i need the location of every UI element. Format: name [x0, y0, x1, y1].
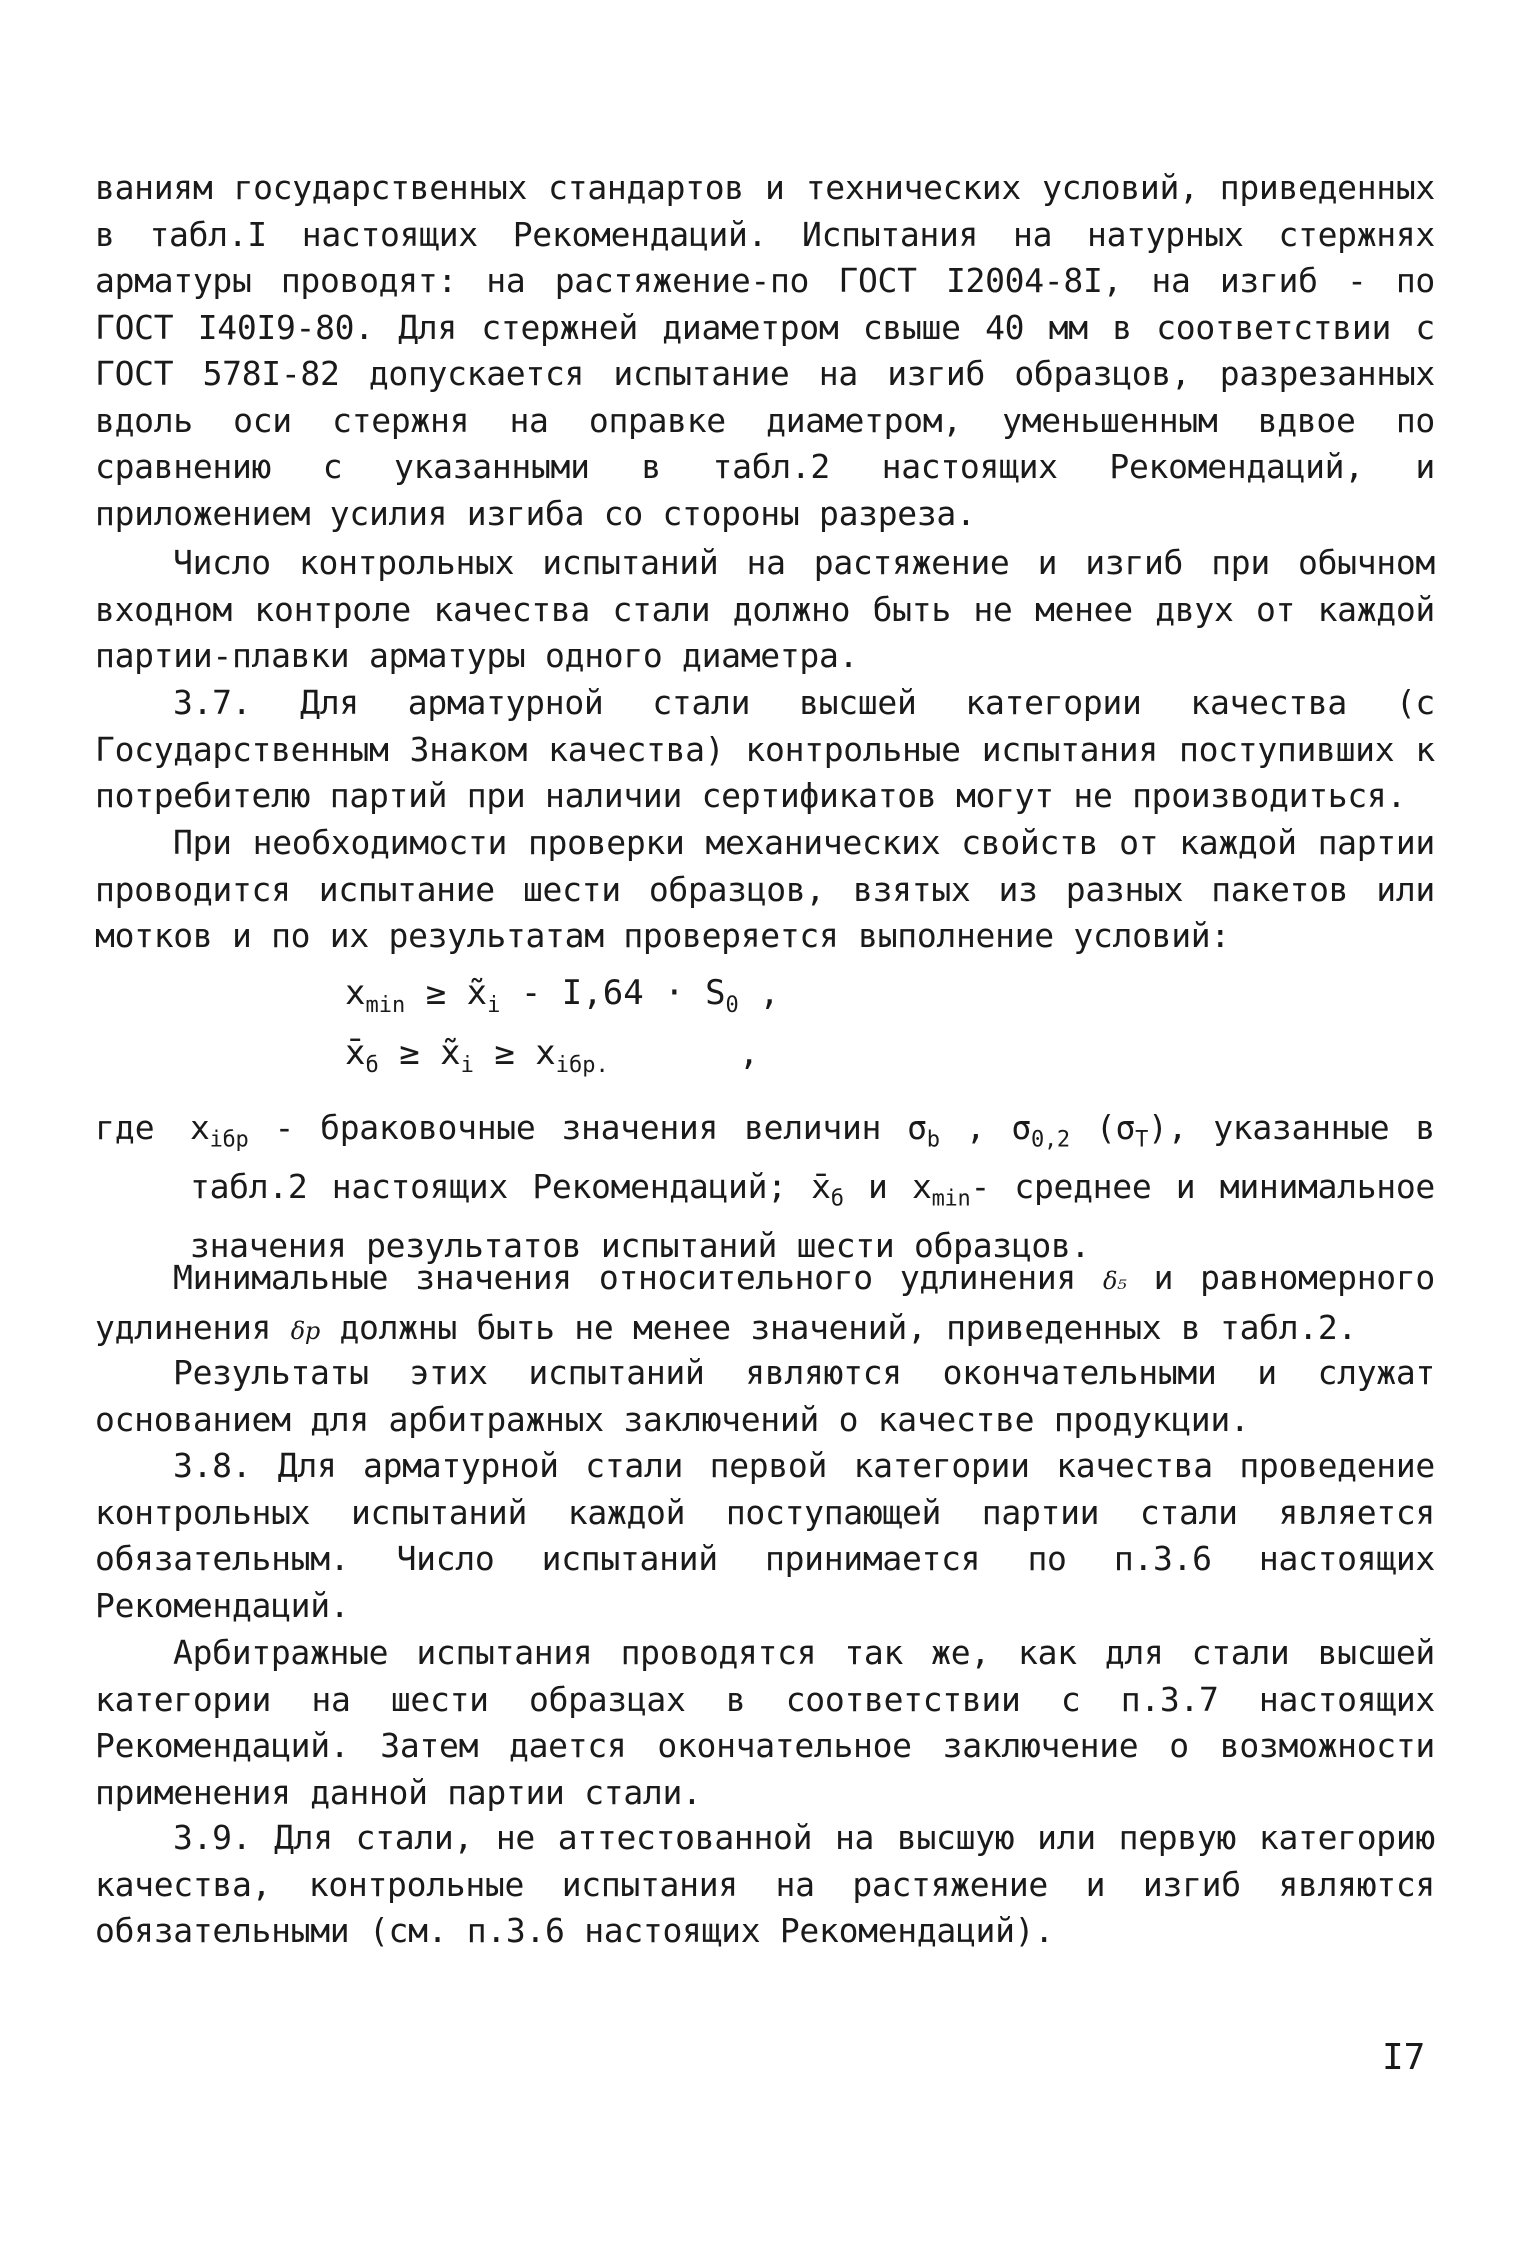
paragraph-elongation: Минимальные значения относительного удлинения δ₅ и равномерного удлинения δр должны быть не менее значений, приведенных в табл.2.	[95, 1258, 1435, 1347]
delta-5-symbol: δ₅	[1103, 1267, 1127, 1295]
paragraph-gost-requirements: ваниям государственных стандартов и технических условий, приведенных в табл.I настоящих Рекомендаций. Испытания на натурных стержнях арматуры проводят: на растяжение-по ГОСТ I2004-8I, на изгиб - по ГОСТ I40I9-80. Для стержней диаметром свыше 40 мм в соответствии с ГОСТ 578I-82 допускается испытание на изгиб образцов, разрезанных вдоль оси стержня на оправке диаметром, уменьшенным вдвое по сравнению с указанными в табл.2 настоящих Рекомендаций, и приложением усилия изгиба со стороны разреза.	[95, 168, 1435, 533]
delta-p-symbol: δр	[290, 1316, 320, 1345]
paragraph-3-9: 3.9. Для стали, не аттестованной на высшую или первую категорию качества, контрольные испытания на растяжение и изгиб являются обязательными (см. п.3.6 настоящих Рекомендаций).	[95, 1818, 1435, 1950]
paragraph-3-8: 3.8. Для арматурной стали первой категории качества проведение контрольных испытаний каждой поступающей партии стали является обязательным. Число испытаний принимается по п.3.6 настоящих Рекомендаций.	[95, 1446, 1435, 1625]
paragraph-six-samples: При необходимости проверки механических свойств от каждой партии проводится испытание шести образцов, взятых из разных пакетов или мотков и по их результатам проверяется выполнение условий:	[95, 823, 1435, 955]
paragraph-control-tests-count: Число контрольных испытаний на растяжение и изгиб при обычном входном контроле качества стали должно быть не менее двух от каждой партии-плавки арматуры одного диаметра.	[95, 543, 1435, 675]
definition-rejection-values: $x_{iбр}$ - браковочные значения величин $\sigma_b$ , $\sigma_{0,2}$ $(\sigma_T)$, указанные в табл.2 настоящих Рекомендаций; $x̄_б$ и $x_{min}-$ среднее и минимальное значения результатов испытаний шести образцов.	[190, 1108, 1436, 1266]
where-label: где	[95, 1108, 155, 1147]
paragraph-arbitration: Арбитражные испытания проводятся так же, как для стали высшей категории на шести образцах в соответствии с п.3.7 настоящих Рекомендаций. Затем дается окончательное заключение о возможности применения данной партии стали.	[95, 1633, 1435, 1812]
paragraph-3-7: 3.7. Для арматурной стали высшей категории качества (с Государственным Знаком качества) контрольные испытания поступивших к потребителю партий при наличии сертификатов могут не производиться.	[95, 683, 1435, 815]
formula-min-condition: $x_{min}$ ≥ $x̃_i - I,64 \cdot S_0$ ,	[345, 973, 780, 1018]
page-number: I7	[1382, 2037, 1426, 2078]
formula-mean-condition: $x̄_б$ ≥ $x̃_i \ge x_{iбр.}$ ,	[345, 1033, 760, 1078]
paragraph-results-final: Результаты этих испытаний являются окончательными и служат основанием для арбитражных заключений о качестве продукции.	[95, 1353, 1435, 1439]
